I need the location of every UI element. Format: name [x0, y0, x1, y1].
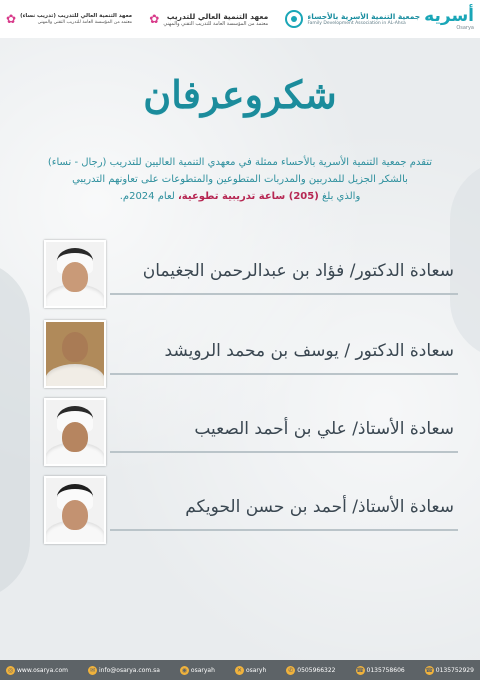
institute-women-accreditation: معتمد من المؤسسة العامة للتدريب التقني والمهني	[37, 19, 133, 25]
phone-link-3[interactable]	[425, 666, 474, 675]
intro-line-3-a: والذي بلغ	[318, 191, 361, 202]
institute-logo-block	[149, 12, 268, 27]
name-underline	[110, 451, 458, 453]
person-row-4	[44, 474, 458, 546]
name-underline	[110, 529, 458, 531]
whatsapp-icon: ✆	[288, 666, 294, 674]
person-name: سعادة الأستاذ/ علي بن أحمد الصعيب	[194, 419, 454, 439]
person-name-wrap	[106, 489, 458, 531]
email-link[interactable]	[88, 666, 160, 675]
name-underline	[110, 293, 458, 295]
person-name: سعادة الدكتور/ فؤاد بن عبدالرحمن الجغيمان	[142, 261, 454, 281]
osarya-logo-sub: Osarya	[456, 24, 474, 31]
person-photo-avatar	[44, 320, 106, 388]
instagram-icon: ◉	[181, 666, 188, 674]
person-name: سعادة الدكتور / يوسف بن محمد الرويشد	[164, 341, 454, 361]
website-text: www.osarya.com	[17, 666, 68, 674]
page-title: شكروعرفان	[143, 72, 337, 117]
institute-name: معهد التنمية العالي للتدريب	[166, 11, 269, 21]
institute-women-logo-block	[6, 12, 132, 26]
osarya-logo: أسريه	[424, 5, 474, 26]
person-row-2	[44, 318, 458, 390]
decorative-shape-left	[0, 260, 30, 600]
intro-line-2: بالشكر الجزيل للمدربين والمدربات المتطوعين والمتطوعات على تعاونهم التدريبي	[72, 174, 408, 185]
intro-hours-highlight: (205) ساعة تدريبية تطوعية،	[178, 191, 319, 202]
footer-bar	[0, 660, 480, 680]
intro-paragraph	[22, 154, 458, 205]
institute-accreditation: معتمد من المؤسسة العامة للتدريب التقني والمهني	[163, 20, 269, 27]
phone-text-3: 0135752929	[435, 666, 474, 674]
phone-icon: ☎	[356, 666, 364, 674]
association-name: جمعية التنمية الأسرية بالأحساء	[307, 12, 421, 21]
social-handle-2: osaryh	[245, 666, 267, 674]
phone-link-1[interactable]	[286, 666, 335, 675]
person-name-wrap	[106, 333, 458, 375]
globe-icon: ◎	[7, 666, 14, 674]
email-text: info@osarya.com.sa	[99, 666, 160, 674]
phone-link-2[interactable]	[356, 666, 405, 675]
header-bar	[0, 0, 480, 38]
phone-text-2: 0135758606	[366, 666, 405, 674]
osarya-logo-block	[285, 5, 474, 31]
person-photo-avatar	[44, 476, 106, 544]
person-name: سعادة الأستاذ/ أحمد بن حسن الحويكم	[185, 497, 454, 517]
person-row-3	[44, 396, 458, 468]
intro-line-1: تتقدم جمعية التنمية الأسرية بالأحساء ممثلة في معهدي التنمية العاليين للتدريب (رجال - نساء)	[47, 157, 433, 168]
website-link[interactable]	[6, 666, 68, 675]
association-circle-icon	[285, 10, 303, 28]
flower-icon: ✿	[6, 12, 17, 26]
twitter-icon: ✕	[236, 666, 242, 674]
phone-text-1: 0505966322	[297, 666, 336, 674]
association-name-en: Family Development Association in AL-Ahsa	[307, 21, 406, 26]
intro-line-3	[22, 188, 458, 205]
person-photo-avatar	[44, 240, 106, 308]
name-underline	[110, 373, 458, 375]
institute-women-name: معهد التنمية العالي للتدريب (تدريب نساء)	[20, 12, 133, 19]
person-name-wrap	[106, 411, 458, 453]
social-handle-1: osaryah	[190, 666, 215, 674]
intro-line-3-b: لعام 2024م.	[119, 191, 178, 202]
social-link-1[interactable]	[180, 666, 215, 675]
email-icon: ✉	[90, 666, 96, 674]
social-link-2[interactable]	[235, 666, 266, 675]
person-photo-avatar	[44, 398, 106, 466]
phone-icon: ☎	[425, 666, 433, 674]
person-row-1	[44, 238, 458, 310]
flower-icon: ✿	[149, 12, 160, 26]
person-name-wrap	[106, 253, 458, 295]
